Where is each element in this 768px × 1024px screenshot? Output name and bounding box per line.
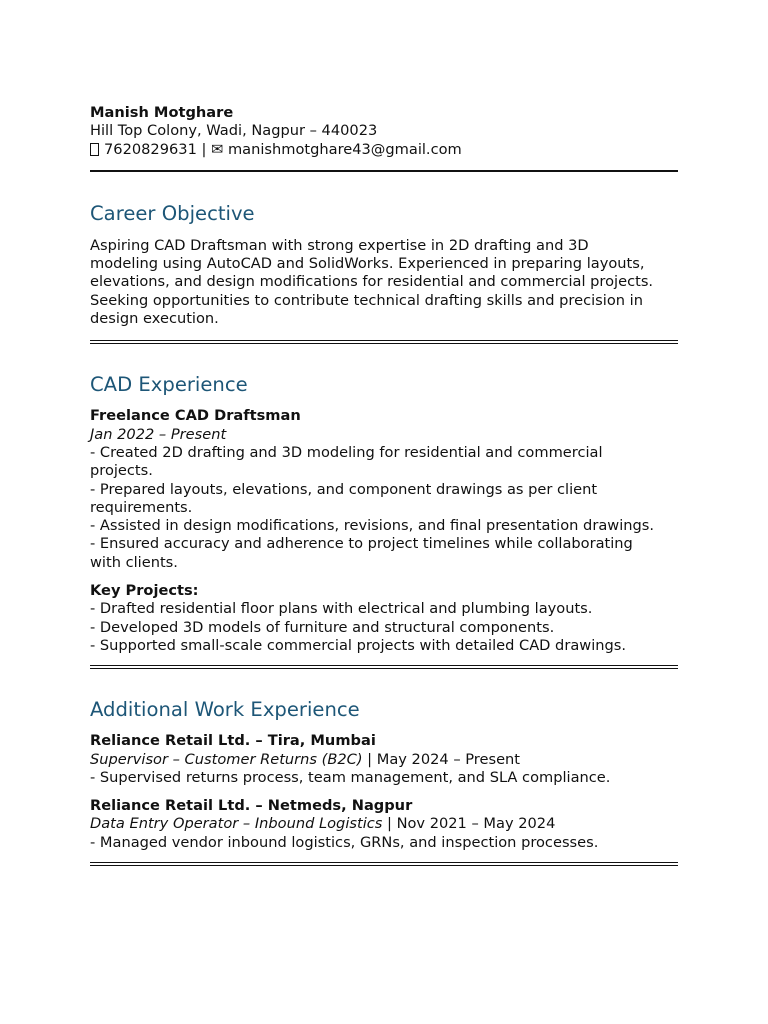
resume-page	[90, 0, 678, 866]
bullet-line: - Created 2D drafting and 3D modeling for residential and commercial	[90, 443, 603, 461]
bullet-line: - Supervised returns process, team management, and SLA compliance.	[90, 768, 611, 786]
career-objective-section	[90, 202, 678, 344]
email-address[interactable]: manishmotghare43@gmail.com	[227, 140, 462, 158]
additional-experience-heading: Additional Work Experience	[90, 698, 360, 722]
job-dates: Jan 2022 – Present	[90, 425, 227, 443]
job-bullets	[90, 444, 678, 572]
contact-line	[90, 141, 678, 159]
company-name: Reliance Retail Ltd. – Netmeds, Nagpur	[90, 797, 413, 815]
objective-line: Seeking opportunities to contribute technical drafting skills and precision in	[90, 291, 643, 309]
role-dates: | May 2024 – Present	[362, 750, 521, 768]
project-line: - Developed 3D models of furniture and structural components.	[90, 618, 555, 636]
bullet-line: - Managed vendor inbound logistics, GRNs, and inspection processes.	[90, 833, 599, 851]
bullet-line: - Ensured accuracy and adherence to project timelines while collaborating	[90, 535, 633, 553]
objective-line: design execution.	[90, 310, 219, 328]
email-icon: ✉	[211, 140, 224, 158]
contact-separator: |	[201, 140, 207, 158]
key-projects-heading: Key Projects:	[90, 582, 199, 600]
objective-line: Aspiring CAD Draftsman with strong expertise in 2D drafting and 3D	[90, 236, 589, 254]
role-title: Data Entry Operator – Inbound Logistics	[90, 815, 383, 833]
project-line: - Supported small-scale commercial projects with detailed CAD drawings.	[90, 636, 627, 654]
bullet-line: projects.	[90, 462, 153, 480]
phone-icon	[90, 143, 99, 156]
additional-experience-section	[90, 698, 678, 866]
project-line: - Drafted residential floor plans with electrical and plumbing layouts.	[90, 600, 593, 618]
section-divider	[90, 862, 678, 866]
career-objective-text	[90, 237, 678, 328]
section-divider	[90, 340, 678, 344]
role-dates: | Nov 2021 – May 2024	[382, 815, 556, 833]
key-projects-list	[90, 600, 678, 655]
cad-experience-section	[90, 373, 678, 669]
bullet-line: - Prepared layouts, elevations, and component drawings as per client	[90, 480, 598, 498]
resume-header	[90, 104, 678, 159]
bullet-line: with clients.	[90, 553, 178, 571]
company-name: Reliance Retail Ltd. – Tira, Mumbai	[90, 732, 376, 750]
header-divider	[90, 170, 678, 172]
cad-experience-heading: CAD Experience	[90, 373, 248, 397]
bullet-line: - Assisted in design modifications, revisions, and final presentation drawings.	[90, 517, 655, 535]
job-title: Freelance CAD Draftsman	[90, 407, 301, 425]
section-divider	[90, 665, 678, 669]
phone-number: 7620829631	[104, 140, 197, 158]
candidate-name: Manish Motghare	[90, 104, 234, 121]
candidate-address: Hill Top Colony, Wadi, Nagpur – 440023	[90, 122, 378, 140]
role-line	[90, 751, 678, 769]
objective-line: modeling using AutoCAD and SolidWorks. Experienced in preparing layouts,	[90, 255, 645, 273]
career-objective-heading: Career Objective	[90, 201, 255, 225]
objective-line: elevations, and design modifications for residential and commercial projects.	[90, 273, 654, 291]
role-line	[90, 815, 678, 833]
role-title: Supervisor – Customer Returns (B2C)	[90, 750, 363, 768]
bullet-line: requirements.	[90, 498, 193, 516]
